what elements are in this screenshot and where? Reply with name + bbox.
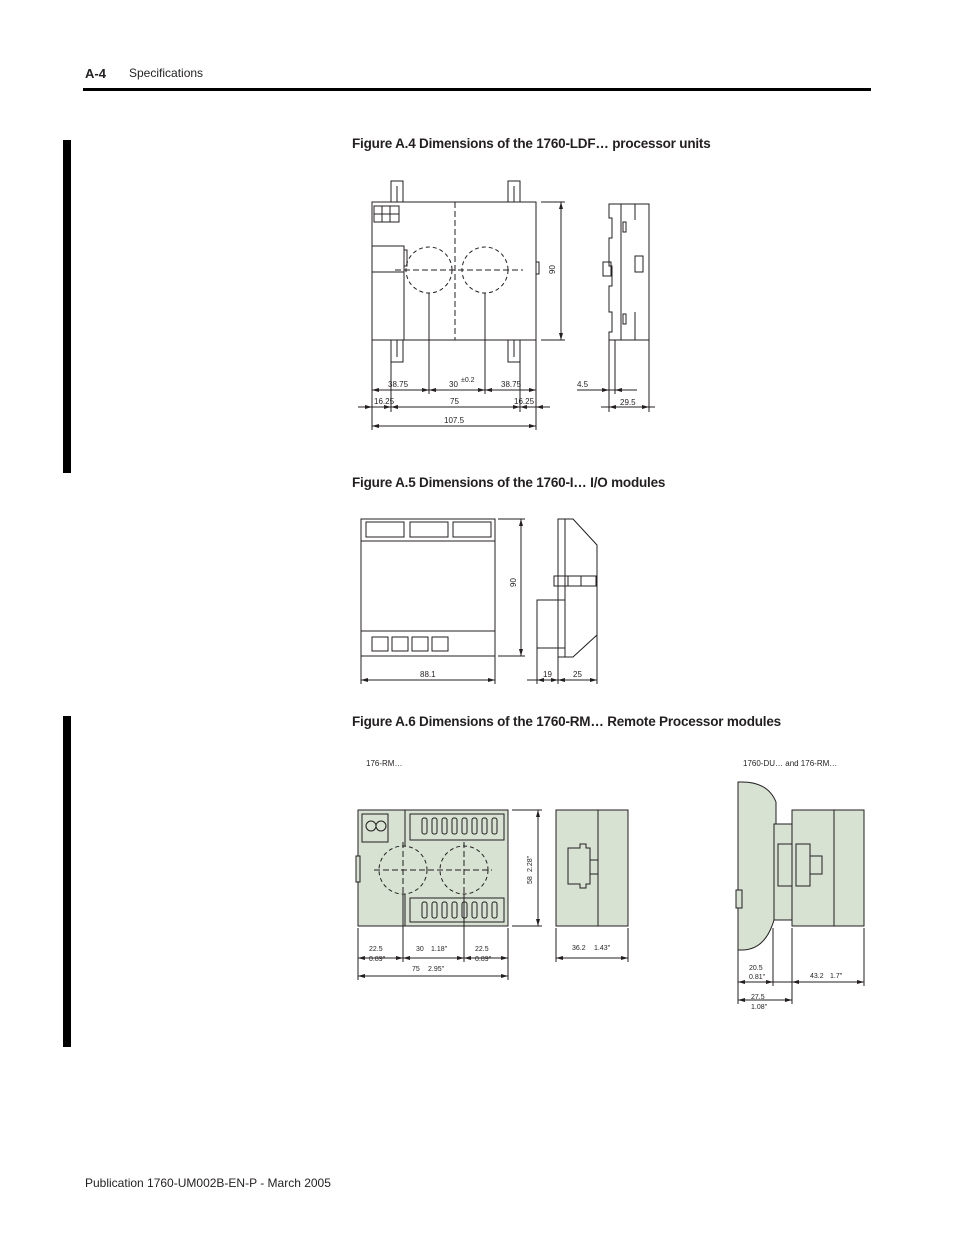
- dim-label: 90: [548, 265, 557, 274]
- view-label: 1760-DU… and 176-RM…: [743, 759, 838, 768]
- dim-label: 36.2: [572, 945, 586, 952]
- dim-tolerance: ±0.2: [461, 377, 475, 384]
- figure-a5-drawing: [355, 512, 605, 687]
- dim-label: 107.5: [444, 416, 465, 425]
- figure-a6-drawing: [352, 752, 872, 1016]
- dim-label: 1.18": [431, 946, 448, 953]
- dim-label: 75: [412, 966, 420, 973]
- dim-label: 27.5: [751, 994, 765, 1001]
- dim-label: 2.28": [527, 855, 534, 872]
- dim-label: 75: [450, 397, 459, 406]
- dim-label: 29.5: [620, 398, 636, 407]
- figure-a4-title: Figure A.4 Dimensions of the 1760-LDF… processor units: [352, 136, 711, 151]
- dim-label: 0.81": [749, 974, 766, 981]
- footer-publication: Publication 1760-UM002B-EN-P - March 2005: [85, 1176, 331, 1190]
- header-rule: [83, 88, 871, 91]
- dim-label: 19: [543, 670, 552, 679]
- dim-label: 22.5: [369, 946, 383, 953]
- dim-label: 90: [509, 578, 518, 587]
- dim-label: 2.95": [428, 966, 445, 973]
- dim-label: 38.75: [388, 380, 409, 389]
- section-title: Specifications: [129, 66, 204, 80]
- dim-label: 1.08": [751, 1004, 768, 1011]
- dim-label: 16.25: [514, 397, 535, 406]
- figure-a5-title: Figure A.5 Dimensions of the 1760-I… I/O modules: [352, 475, 666, 490]
- dim-label: 88.1: [420, 670, 436, 679]
- dim-label: 22.5: [475, 946, 489, 953]
- dim-label: 16.25: [374, 397, 395, 406]
- figure-a4-drawing: [355, 176, 665, 436]
- dim-label: 30: [449, 380, 458, 389]
- dim-label: 20.5: [749, 965, 763, 972]
- dim-label: 1.7": [830, 973, 843, 980]
- dim-label: 30: [416, 946, 424, 953]
- dim-label: 38.75: [501, 380, 522, 389]
- dim-label: 1.43": [594, 945, 611, 952]
- change-bar: [63, 140, 71, 473]
- change-bar: [63, 716, 71, 1047]
- view-label: 176-RM…: [366, 759, 403, 768]
- dim-label: 0.89": [475, 956, 492, 963]
- page-number: A-4: [85, 66, 106, 81]
- dim-label: 25: [573, 670, 582, 679]
- figure-a6-title: Figure A.6 Dimensions of the 1760-RM… Remote Processor modules: [352, 714, 781, 729]
- dim-label: 0.89": [369, 956, 386, 963]
- dim-label: 4.5: [577, 380, 589, 389]
- dim-label: 43.2: [810, 973, 824, 980]
- dim-label: 58: [527, 876, 534, 884]
